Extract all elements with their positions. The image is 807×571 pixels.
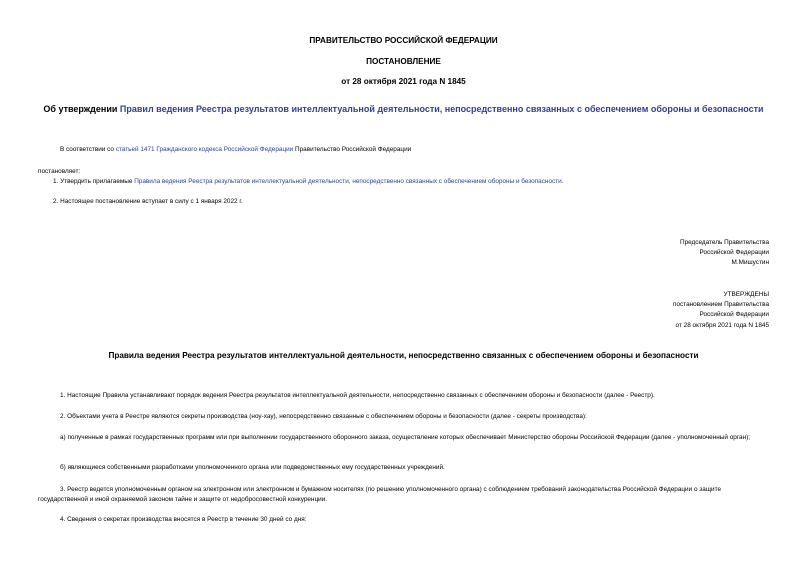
signature-block: [680, 238, 769, 269]
signature-country: Российской Федерации: [699, 249, 769, 257]
approval-by: постановлением Правительства: [673, 301, 769, 309]
item-2-paragraph: 2. Настоящее постановление вступает в силу с 1 января 2022 г.: [53, 198, 243, 205]
item-1-paragraph: [53, 177, 563, 187]
signature-name: М.Мишустин: [731, 259, 769, 267]
item-1-rules-link[interactable]: Правила ведения Реестра результатов интеллектуальной деятельности, непосредственно связанных с обеспечением обороны и безопасности.: [134, 178, 564, 185]
rules-heading: Правила ведения Реестра результатов интеллектуальной деятельности, непосредственно связанных с обеспечением обороны и безопасности: [108, 351, 699, 360]
rules-paragraph-1: 1. Настоящие Правила устанавливают порядок ведения Реестра результатов интеллектуальной деятельности, непосредственно связанных с обеспечением обороны и безопасности (далее - Реестр).: [60, 392, 655, 399]
title-rules-link[interactable]: Правил ведения Реестра результатов интеллектуальной деятельности, непосредственно связанных с обеспечением обороны и безопасности: [119, 104, 764, 114]
document-type-heading: ПОСТАНОВЛЕНИЕ: [366, 57, 441, 66]
civil-code-article-link[interactable]: статьей 1471 Гражданского кодекса Российской Федерации: [115, 146, 294, 153]
rules-paragraph-4: 4. Сведения о секретах производства вносятся в Реестр в течение 30 дней со дня:: [60, 516, 307, 523]
rules-paragraph-2a: а) полученные в рамках государственных программ или при выполнении государственного оборонного заказа, осуществление которых обеспечивает Министерство обороны Российской Федерации (далее - уполномоченный орган);: [60, 434, 751, 441]
rules-paragraph-2: 2. Объектами учета в Реестре являются секреты производства (ноу-хау), непосредственно связанные с обеспечением обороны и безопасности (далее - секреты производства):: [60, 413, 587, 420]
title-prefix: Об утверждении: [43, 104, 120, 114]
preamble-text-before: В соответствии со: [60, 146, 116, 153]
document-date-number: от 28 октября 2021 года N 1845: [341, 77, 466, 86]
government-heading: ПРАВИТЕЛЬСТВО РОССИЙСКОЙ ФЕДЕРАЦИИ: [309, 36, 498, 45]
approval-block: [673, 290, 769, 331]
signature-position: Председатель Правительства: [680, 239, 769, 246]
rules-paragraph-2b: б) являющиеся собственными разработками уполномоченного органа или подведомственных ему государственных учреждений.: [60, 464, 445, 471]
approval-date-number: от 28 октября 2021 года N 1845: [675, 321, 769, 329]
rules-paragraph-3: 3. Реестр ведется уполномоченным органом на электронном или электронном и бумажном носителях (по решению уполномоченного органа) с соблюдением требований законодательства Российской Федерации о защите государственной и иной охраняемой законом тайне и защите от недобросовестной конкуренции.: [38, 486, 721, 503]
item-1-text: 1. Утвердить прилагаемые: [53, 178, 135, 185]
document-title: [0, 104, 807, 114]
approval-label: УТВЕРЖДЕНЫ: [723, 291, 769, 298]
preamble-text-after: Правительство Российской Федерации: [293, 146, 412, 153]
preamble-paragraph: [60, 145, 411, 155]
approval-country: Российской Федерации: [699, 311, 769, 319]
resolves-text: постановляет:: [38, 168, 81, 175]
